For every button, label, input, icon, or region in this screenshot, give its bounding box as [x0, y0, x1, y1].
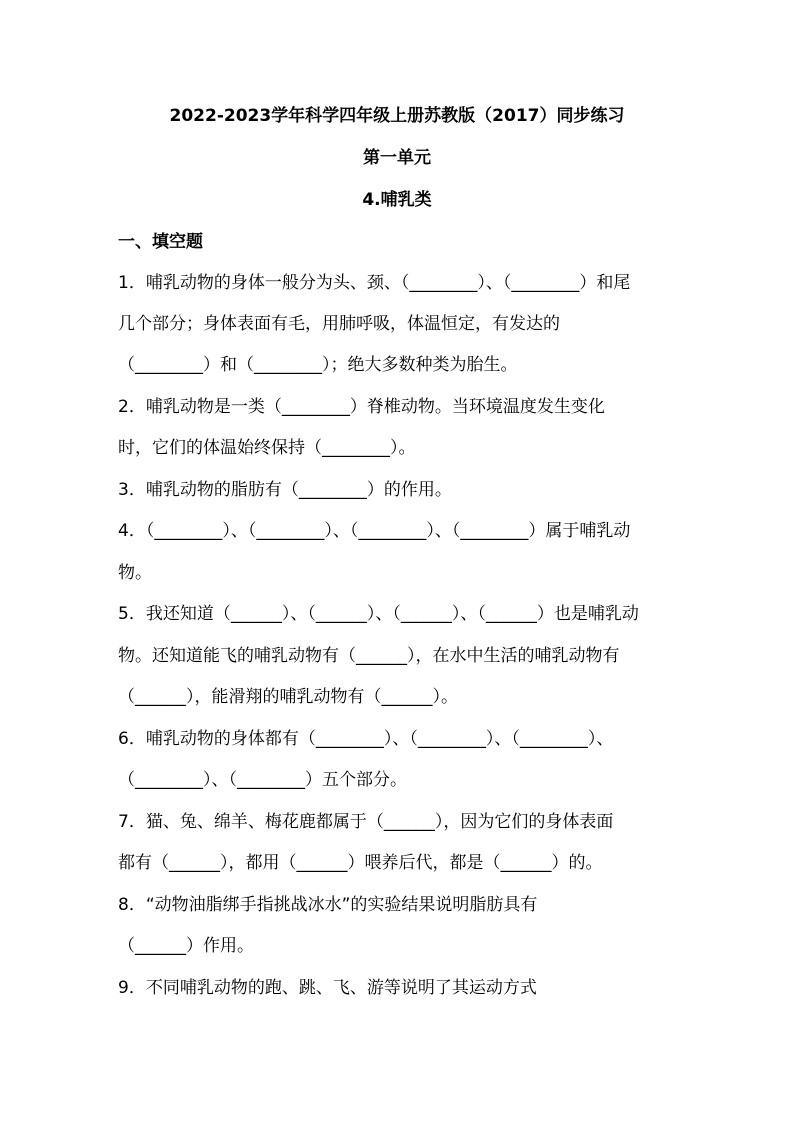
- question-line: 2．哺乳动物是一类（________）脊椎动物。当环境温度发生变化: [118, 397, 605, 417]
- question-line: 6．哺乳动物的身体都有（________）、（________）、（________）、: [118, 729, 614, 749]
- question-line: （________）、（________）五个部分。: [118, 770, 407, 790]
- question-line: （______）作用。: [118, 936, 254, 956]
- question-line: 都有（______），都用（______）喂养后代，都是（______）的。: [118, 853, 603, 873]
- question-line: 7．猫、兔、绵羊、梅花鹿都属于（______），因为它们的身体表面: [118, 812, 614, 832]
- question-line: （______），能滑翔的哺乳动物有（______）。: [118, 687, 458, 707]
- lesson-title: 4.哺乳类: [362, 190, 432, 210]
- question-line: 4．（________）、（________）、（________）、（________）属于哺乳动: [118, 521, 631, 541]
- question-line: （________）和（________）；绝大多数种类为胎生。: [118, 355, 518, 375]
- section-heading: 一、填空题: [118, 232, 203, 252]
- question-line: 物。还知道能飞的哺乳动物有（______），在水中生活的哺乳动物有: [118, 646, 620, 666]
- question-line: 物。: [118, 563, 152, 583]
- question-line: 3．哺乳动物的脂肪有（________）的作用。: [118, 480, 452, 500]
- question-line: 5．我还知道（______）、（______）、（______）、（______）也是哺乳动: [118, 604, 639, 624]
- document-title: 2022-2023学年科学四年级上册苏教版（2017）同步练习: [169, 106, 625, 126]
- question-line: 时，它们的体温始终保持（________）。: [118, 438, 416, 458]
- unit-title: 第一单元: [363, 148, 431, 168]
- question-line: 几个部分；身体表面有毛，用肺呼吸，体温恒定，有发达的: [118, 314, 560, 334]
- question-line: 1．哺乳动物的身体一般分为头、颈、（________）、（________）和尾: [118, 273, 631, 293]
- question-line: 9．不同哺乳动物的跑、跳、飞、游等说明了其运动方式: [118, 978, 537, 998]
- question-line: 8．“动物油脂绑手指挑战冰水”的实验结果说明脂肪具有: [118, 895, 538, 915]
